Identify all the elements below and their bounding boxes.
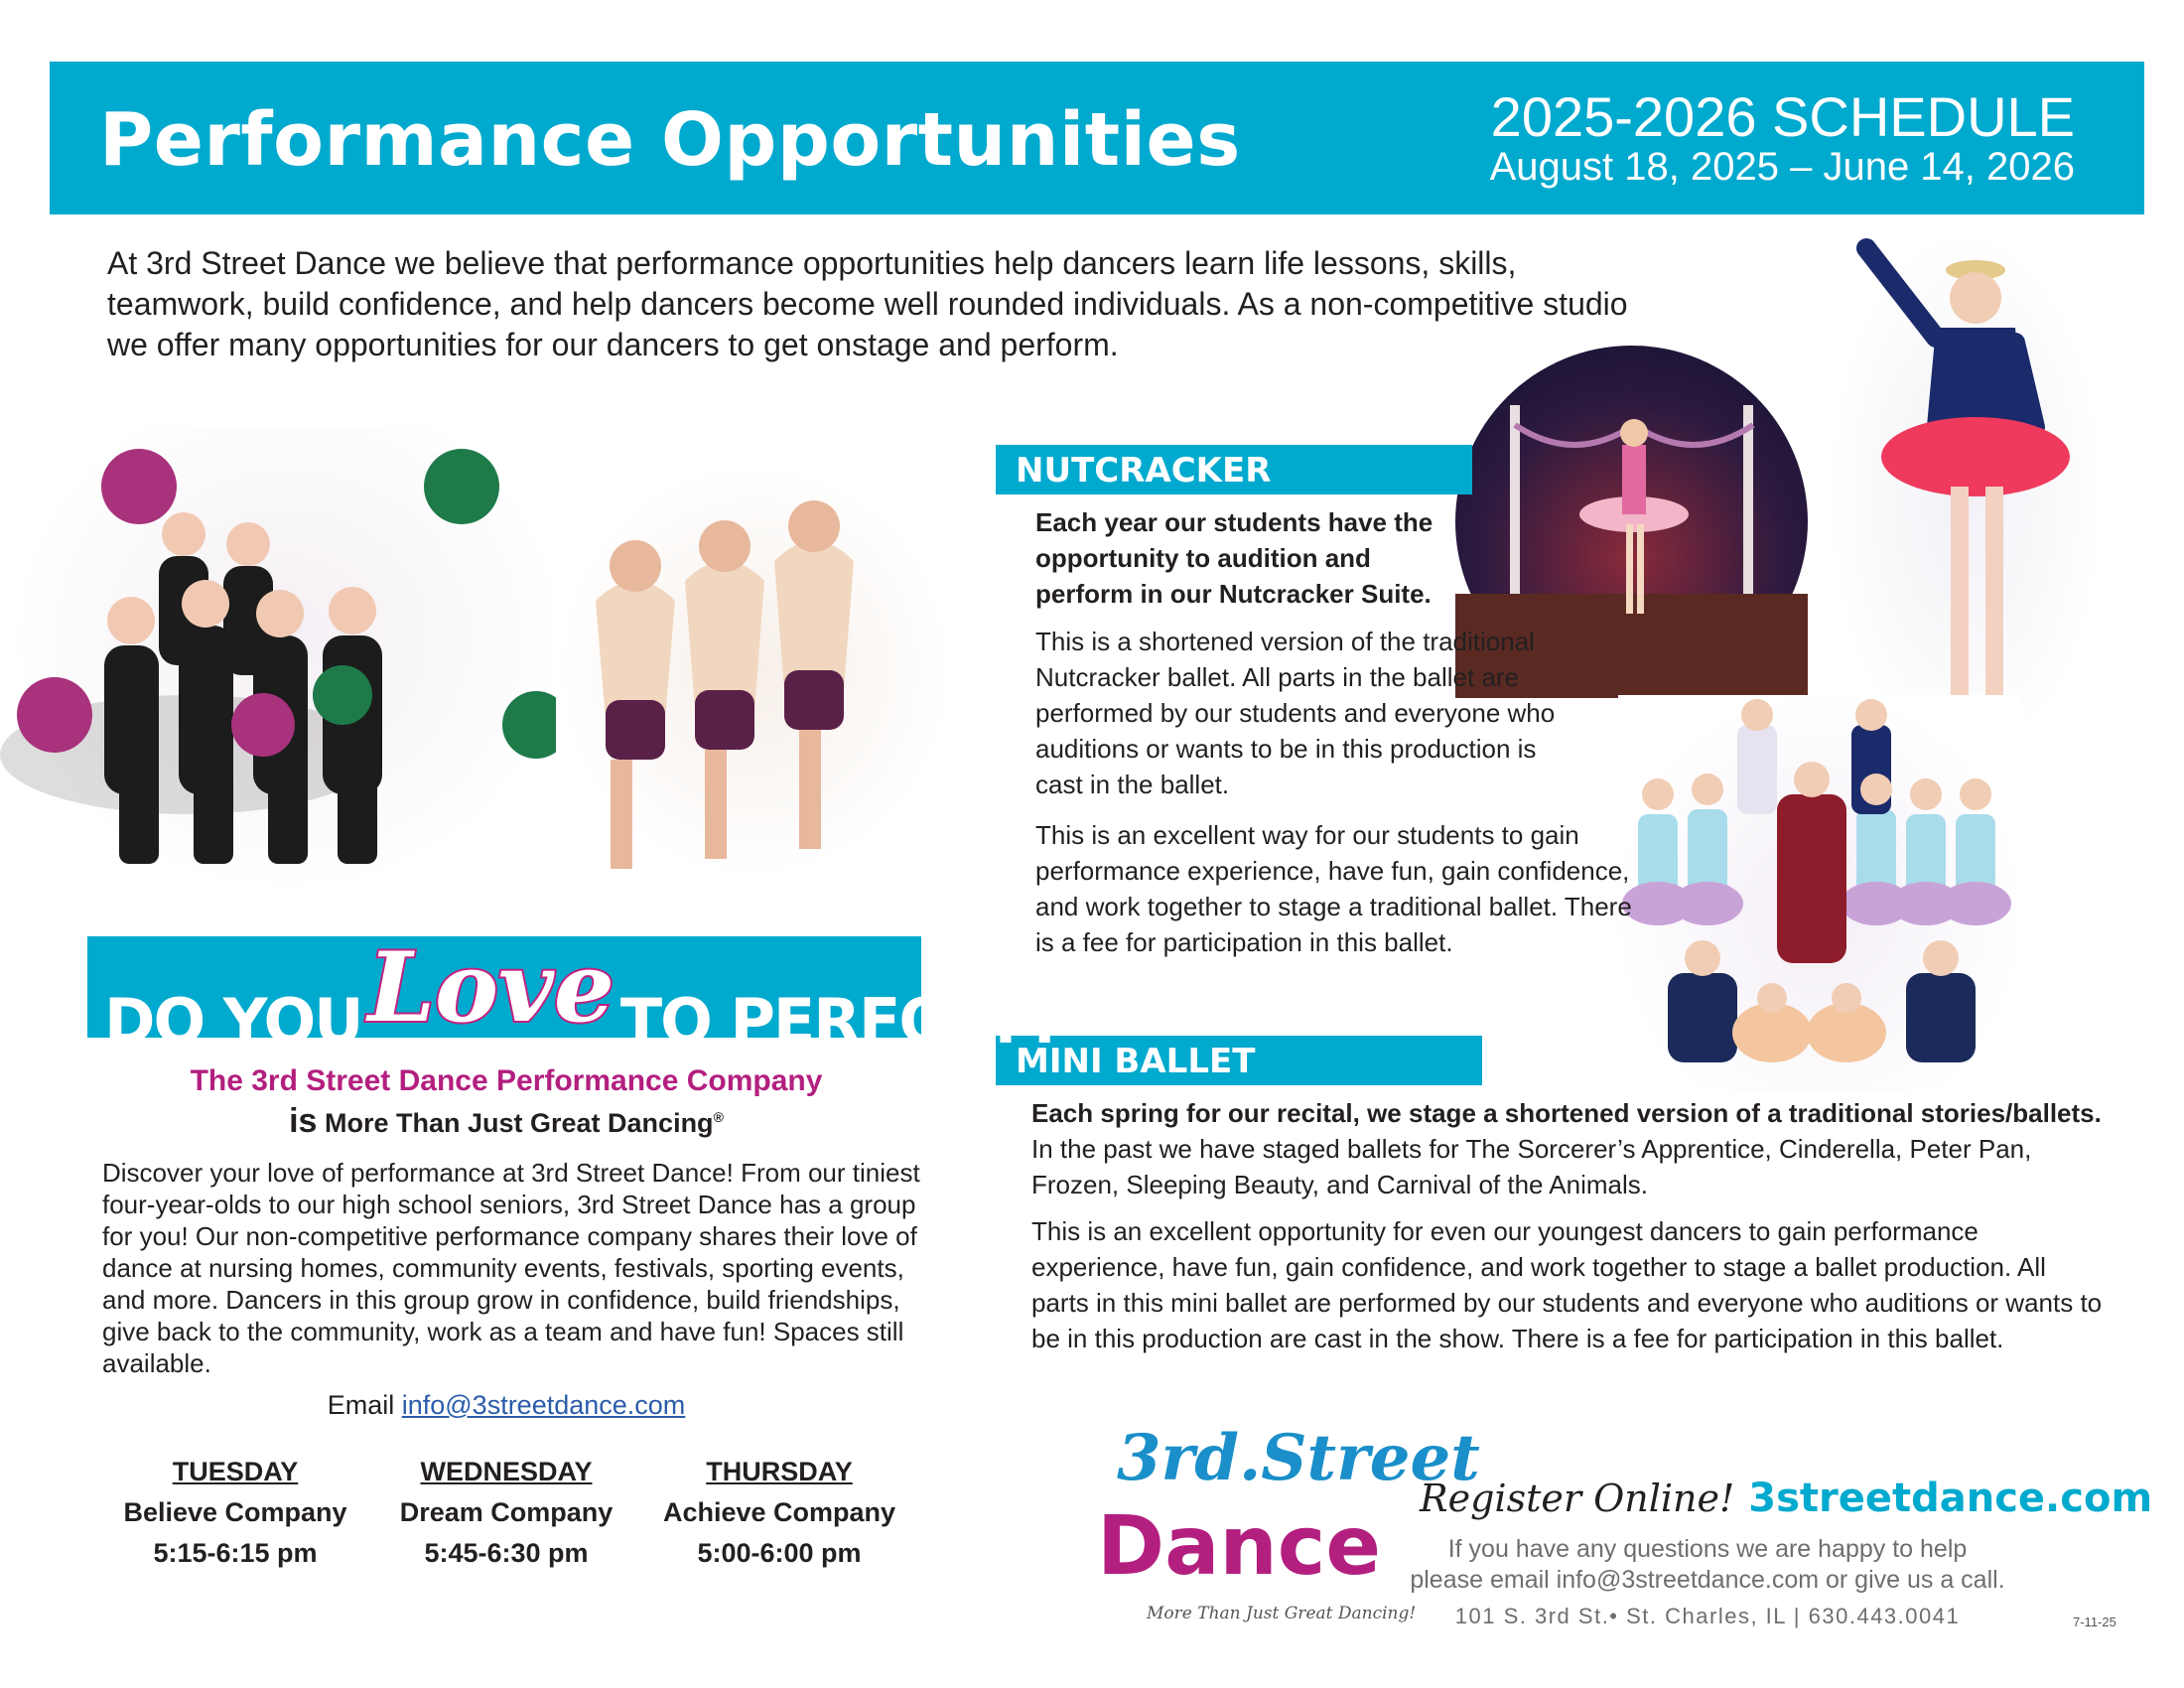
- schedule-thursday: [660, 1452, 898, 1574]
- mini-ballet-paragraph-2: This is an excellent opportunity for even our youngest dancers to gain performance experience, have fun, gain confidence, and work together to stage a ballet production. All parts in this mini ballet are performed by our students and everyone who auditions or wants to be in this production are cast in the show. There is a fee for participation in this ballet.: [1031, 1216, 2103, 1353]
- dancer-blue-jacket-photo: [1827, 228, 2105, 765]
- schedule-title: 2025-2026 SCHEDULE: [1490, 85, 2075, 148]
- register-line: [1420, 1476, 2152, 1521]
- love-banner-text: [104, 931, 1054, 1065]
- schedule-tuesday: [116, 1452, 354, 1574]
- mini-ballet-lead-bold: Each spring for our recital, we stage a shortened version of a traditional stories/ballets.: [1031, 1098, 2102, 1128]
- mini-ballet-group-photo: [1618, 695, 2020, 1092]
- date-code: 7-11-25: [2073, 1615, 2116, 1629]
- schedule-time: 5:15-6:15 pm: [153, 1538, 318, 1568]
- company-sub-rest: More Than Just Great Dancing: [324, 1108, 714, 1138]
- intro-text: At 3rd Street Dance we believe that performance opportunities help dancers learn life lessons, skills, teamwork, build confidence, and help dancers become well rounded individuals. As a non-competitive studio we offer many opportunities for our dancers to get onstage and perform.: [107, 245, 1628, 362]
- logo-line1: 3rd.Street: [1117, 1421, 1480, 1495]
- lyrical-dancers-photo: [556, 462, 953, 879]
- love-word: Love: [367, 931, 614, 1044]
- mini-ballet-lead-rest: In the past we have staged ballets for The Sorcerer’s Apprentice, Cinderella, Peter Pan, Frozen, Sleeping Beauty, and Carnival of the Animals.: [1031, 1134, 2032, 1199]
- company-title: The 3rd Street Dance Performance Company: [190, 1064, 823, 1097]
- company-subtitle: [89, 1102, 923, 1141]
- schedule-time: 5:45-6:30 pm: [424, 1538, 589, 1568]
- schedule-day: THURSDAY: [706, 1457, 853, 1486]
- schedule-group: Achieve Company: [662, 1497, 896, 1527]
- schedule-block: [1489, 85, 2075, 189]
- nutcracker-paragraph-2: This is a shortened version of the traditional Nutcracker ballet. All parts in the ballet are performed by our students and everyone who auditions or wants to be in this production is cast in the ballet.: [1035, 627, 1556, 799]
- logo-tagline: More Than Just Great Dancing!: [1147, 1604, 1417, 1623]
- schedule-group: Dream Company: [399, 1497, 614, 1527]
- registered-mark: ®: [713, 1109, 724, 1125]
- mini-ballet-heading: MINI BALLET: [996, 1036, 1482, 1085]
- register-label: Register Online!: [1420, 1477, 1735, 1520]
- nutcracker-heading: NUTCRACKER: [996, 445, 1472, 494]
- nutcracker-lead: Each year our students have the opportunity to audition and perform in our Nutcracker Suite.: [1035, 507, 1433, 609]
- schedule-group: Believe Company: [123, 1497, 347, 1527]
- cheer-dancers-photo: [10, 427, 566, 894]
- email-line: [89, 1390, 923, 1421]
- mini-ballet-paragraph-1: [1010, 1095, 2109, 1202]
- schedule-dates: August 18, 2025 – June 14, 2026: [1489, 145, 2075, 189]
- schedule-time: 5:00-6:00 pm: [697, 1538, 862, 1568]
- company-description: Discover your love of performance at 3rd Street Dance! From our tiniest four-year-olds to our high school seniors, 3rd Street Dance has a group for you! Our non-competitive performance company shares their love of dance at nursing homes, community events, festivals, sporting events, and more. Dancers in this group grow in confidence, build friendships, give back to the community, work as a team and have fun! Spaces still available.: [102, 1158, 920, 1378]
- company-sub-is: is: [289, 1102, 318, 1140]
- website-link[interactable]: 3streetdance.com: [1748, 1476, 2153, 1521]
- logo-line2: Dance: [1097, 1499, 1381, 1594]
- help-text: If you have any questions we are happy to help please email info@3streetdance.com or give us a call.: [1410, 1535, 2005, 1594]
- schedule-day: WEDNESDAY: [420, 1457, 593, 1486]
- address-phone: 101 S. 3rd St.• St. Charles, IL | 630.443.0041: [1454, 1604, 1961, 1628]
- love-banner-part1: DO YOU: [104, 985, 362, 1057]
- page-title: Performance Opportunities: [99, 97, 1241, 183]
- schedule-wednesday: [387, 1452, 625, 1574]
- email-link[interactable]: info@3streetdance.com: [401, 1390, 686, 1420]
- email-label: Email: [327, 1390, 395, 1420]
- studio-logo: [1077, 1410, 1480, 1648]
- love-banner-part2: TO PERFORM: [619, 985, 1054, 1057]
- nutcracker-paragraph-3: This is an excellent way for our students to gain performance experience, have fun, gain confidence, and work together to stage a traditional ballet. There is a fee for participation in this ballet.: [1035, 820, 1632, 957]
- schedule-day: TUESDAY: [172, 1457, 299, 1486]
